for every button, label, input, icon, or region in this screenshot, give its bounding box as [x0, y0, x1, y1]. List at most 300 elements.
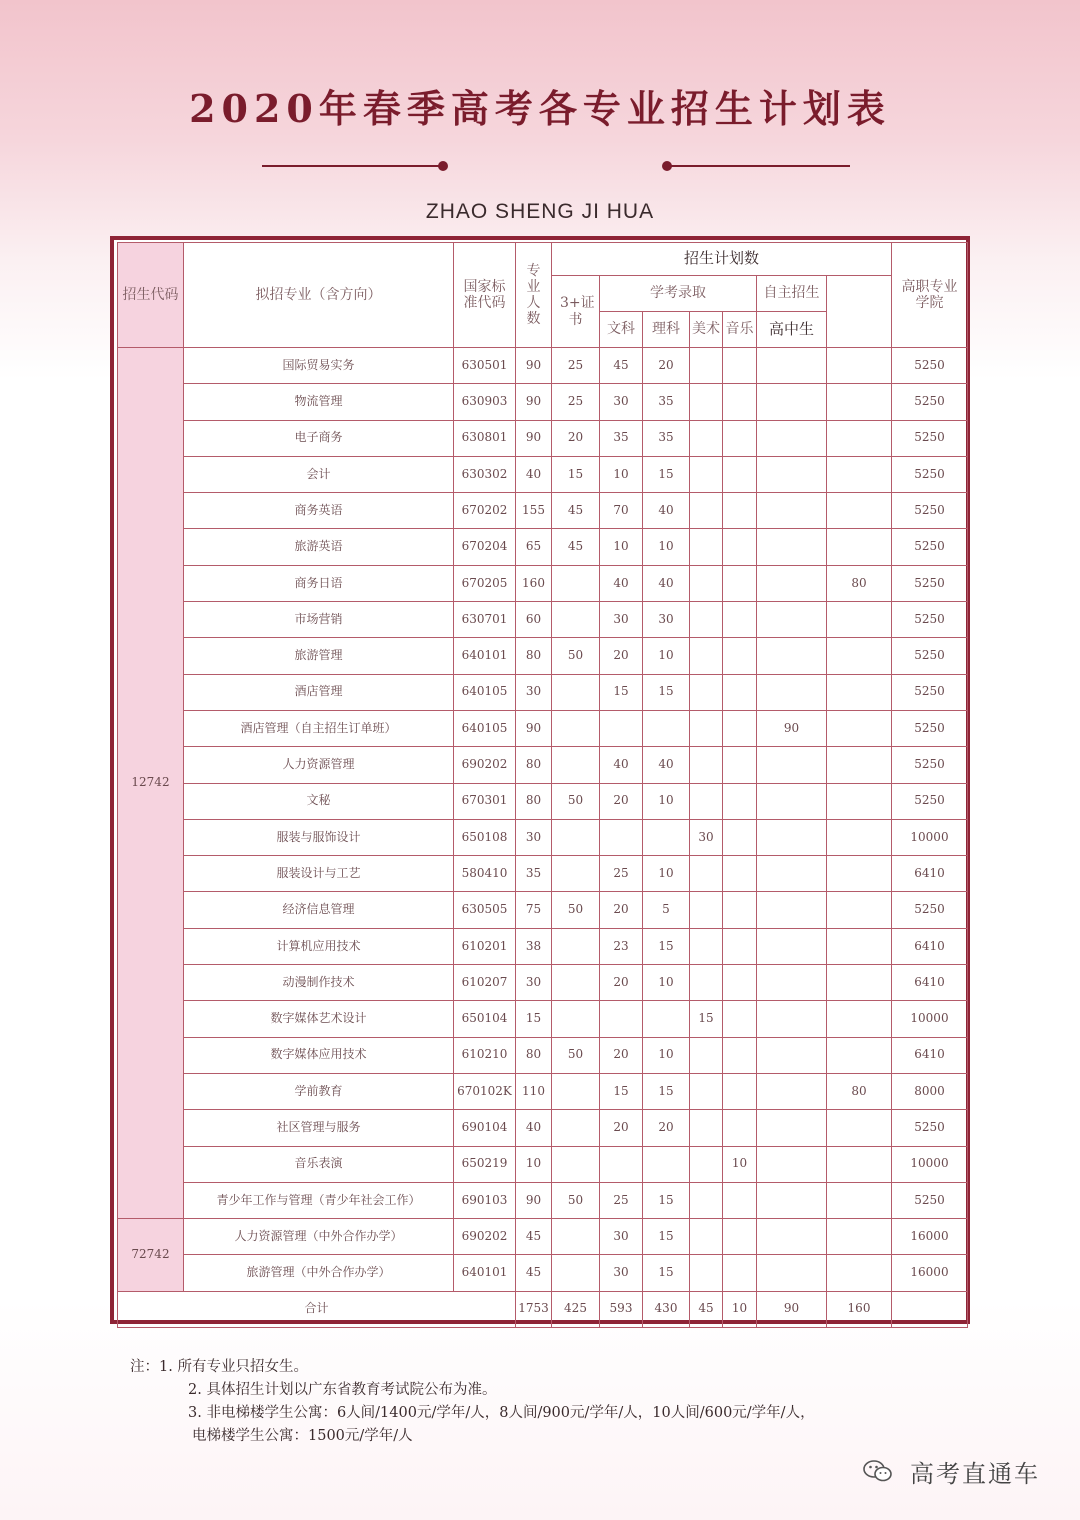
cell-total: 30 [516, 819, 552, 855]
cell-fee: 5250 [892, 783, 968, 819]
note-line: 注：1. 所有专业只招女生。 [130, 1359, 308, 1375]
cell-std: 640105 [454, 710, 516, 746]
cell-yin [723, 747, 757, 783]
cell-wen: 25 [600, 856, 643, 892]
cell-mei [690, 928, 723, 964]
cell-total: 30 [516, 965, 552, 1001]
cell-zizhu [757, 348, 827, 384]
cell-zizhu [757, 1110, 827, 1146]
cell-wen [600, 710, 643, 746]
cell-major: 酒店管理 [184, 674, 454, 710]
cell-std: 610210 [454, 1037, 516, 1073]
cell-yin [723, 783, 757, 819]
cell-yin [723, 892, 757, 928]
cell-yin [723, 348, 757, 384]
cell-cert [552, 710, 600, 746]
cell-fee: 6410 [892, 1037, 968, 1073]
total-label: 合计 [118, 1291, 516, 1327]
cell-mei [690, 1146, 723, 1182]
table-row [118, 1255, 968, 1291]
cell-fee: 10000 [892, 1146, 968, 1182]
cell-zizhu [757, 1037, 827, 1073]
cell-cert [552, 674, 600, 710]
cell-total: 80 [516, 638, 552, 674]
header-gaozhongsheng: 高中生 [757, 312, 827, 348]
cell-fee: 5250 [892, 493, 968, 529]
cell-total: 65 [516, 529, 552, 565]
table-row [118, 529, 968, 565]
cell-std: 690103 [454, 1182, 516, 1218]
cell-std: 630701 [454, 602, 516, 638]
cell-mei [690, 1110, 723, 1146]
cell-fee: 8000 [892, 1073, 968, 1109]
cell-zizhu [757, 928, 827, 964]
cell-mei [690, 1182, 723, 1218]
cell-major: 商务英语 [184, 493, 454, 529]
cell-fee: 5250 [892, 1182, 968, 1218]
cell-major: 物流管理 [184, 384, 454, 420]
cell-wen: 20 [600, 892, 643, 928]
cell-gaozhi [827, 965, 892, 1001]
cell-gaozhi [827, 819, 892, 855]
cell-li: 10 [643, 783, 690, 819]
cell-zizhu [757, 856, 827, 892]
table-row [118, 1037, 968, 1073]
cell-mei [690, 783, 723, 819]
cell-wen: 30 [600, 1219, 643, 1255]
cell-cert [552, 819, 600, 855]
cell-mei [690, 384, 723, 420]
cell-mei [690, 674, 723, 710]
cell-major: 音乐表演 [184, 1146, 454, 1182]
note-line: 2. 具体招生计划以广东省教育考试院公布为准。 [188, 1382, 497, 1398]
cell-zizhu [757, 819, 827, 855]
cell-yin [723, 1001, 757, 1037]
table-row [118, 928, 968, 964]
cell-major: 人力资源管理 [184, 747, 454, 783]
cell-zizhu: 90 [757, 710, 827, 746]
cell-zizhu [757, 674, 827, 710]
cell-fee: 10000 [892, 819, 968, 855]
header-major: 拟招专业（含方向） [184, 243, 454, 348]
cell-li: 20 [643, 1110, 690, 1146]
cell-cert: 50 [552, 892, 600, 928]
cell-fee: 5250 [892, 348, 968, 384]
cell-mei [690, 1037, 723, 1073]
cell-zizhu [757, 1146, 827, 1182]
cell-total: 45 [516, 1219, 552, 1255]
table-row [118, 747, 968, 783]
cell-std: 630302 [454, 456, 516, 492]
cell-mei [690, 747, 723, 783]
title-divider-right [662, 158, 852, 174]
cell-zizhu [757, 965, 827, 1001]
cell-fee: 5250 [892, 565, 968, 601]
cell-total: 80 [516, 783, 552, 819]
cell-li: 15 [643, 1219, 690, 1255]
cell-gaozhi [827, 1255, 892, 1291]
cell-zizhu [757, 565, 827, 601]
header-gaozhi: 高职专业学院 [892, 243, 968, 348]
cell-total: 110 [516, 1073, 552, 1109]
cell-gaozhi [827, 1110, 892, 1146]
cell-yin [723, 602, 757, 638]
cell-fee: 10000 [892, 1001, 968, 1037]
table-row [118, 493, 968, 529]
cell-total: 90 [516, 1182, 552, 1218]
cell-yin [723, 856, 757, 892]
cell-gaozhi: 80 [827, 1073, 892, 1109]
cell-cert: 15 [552, 456, 600, 492]
cell-gaozhi [827, 1001, 892, 1037]
table-row [118, 384, 968, 420]
cell-std: 670202 [454, 493, 516, 529]
cell-mei [690, 565, 723, 601]
table-row [118, 638, 968, 674]
title-divider-left [262, 158, 452, 174]
cell-wen: 35 [600, 420, 643, 456]
cell-gaozhi [827, 928, 892, 964]
cell-fee: 5250 [892, 674, 968, 710]
cell-std: 690202 [454, 1219, 516, 1255]
cell-li: 40 [643, 493, 690, 529]
cell-major: 社区管理与服务 [184, 1110, 454, 1146]
cell-gaozhi [827, 1037, 892, 1073]
cell-fee: 6410 [892, 928, 968, 964]
cell-zizhu [757, 384, 827, 420]
cell-major: 数字媒体艺术设计 [184, 1001, 454, 1037]
cell-gaozhi [827, 638, 892, 674]
table-row [118, 1146, 968, 1182]
cell-wen: 45 [600, 348, 643, 384]
cell-std: 650219 [454, 1146, 516, 1182]
cell-zizhu [757, 456, 827, 492]
cell-cert [552, 1110, 600, 1146]
cell-yin [723, 1255, 757, 1291]
cell-std: 640105 [454, 674, 516, 710]
cell-total: 10 [516, 1146, 552, 1182]
cell-cert: 50 [552, 783, 600, 819]
header-like: 理科 [643, 312, 690, 348]
cell-cert [552, 1001, 600, 1037]
cell-total: 15 [516, 1001, 552, 1037]
table-row [118, 1110, 968, 1146]
cell-std: 690202 [454, 747, 516, 783]
cell-total: 40 [516, 456, 552, 492]
cell-zizhu [757, 1073, 827, 1109]
cell-wen [600, 1001, 643, 1037]
cell-cert: 20 [552, 420, 600, 456]
cell-fee: 5250 [892, 747, 968, 783]
cell-mei [690, 710, 723, 746]
table-row [118, 1182, 968, 1218]
cell-total: 90 [516, 348, 552, 384]
cell-major: 服装与服饰设计 [184, 819, 454, 855]
cell-wen: 10 [600, 529, 643, 565]
table-row [118, 348, 968, 384]
cell-major: 经济信息管理 [184, 892, 454, 928]
total-fee [892, 1291, 968, 1327]
cell-std: 580410 [454, 856, 516, 892]
cell-major: 旅游管理（中外合作办学） [184, 1255, 454, 1291]
notes [130, 1356, 815, 1448]
cell-gaozhi: 80 [827, 565, 892, 601]
cell-fee: 16000 [892, 1219, 968, 1255]
cell-yin [723, 1219, 757, 1255]
watermark [862, 1452, 1062, 1492]
cell-std: 610201 [454, 928, 516, 964]
cell-li: 15 [643, 456, 690, 492]
cell-std: 630903 [454, 384, 516, 420]
cell-li: 10 [643, 1037, 690, 1073]
cell-yin [723, 710, 757, 746]
cell-li: 15 [643, 1255, 690, 1291]
cell-major: 动漫制作技术 [184, 965, 454, 1001]
cell-gaozhi [827, 493, 892, 529]
cell-gaozhi [827, 420, 892, 456]
cell-total: 30 [516, 674, 552, 710]
table-row [118, 565, 968, 601]
cell-fee: 5250 [892, 892, 968, 928]
total-mei: 45 [690, 1291, 723, 1327]
cell-cert [552, 1255, 600, 1291]
cell-std: 670102K [454, 1073, 516, 1109]
cell-li: 10 [643, 965, 690, 1001]
cell-fee: 6410 [892, 856, 968, 892]
table-row [118, 892, 968, 928]
cell-li: 10 [643, 529, 690, 565]
table-row [118, 420, 968, 456]
cell-std: 670204 [454, 529, 516, 565]
cell-std: 670205 [454, 565, 516, 601]
cell-total: 40 [516, 1110, 552, 1146]
cell-li: 15 [643, 674, 690, 710]
cell-li: 40 [643, 565, 690, 601]
cell-cert [552, 1219, 600, 1255]
table-row [118, 710, 968, 746]
cell-gaozhi [827, 1146, 892, 1182]
cell-fee: 5250 [892, 456, 968, 492]
cell-std: 630501 [454, 348, 516, 384]
cell-major: 市场营销 [184, 602, 454, 638]
cell-yin [723, 456, 757, 492]
cell-std: 630505 [454, 892, 516, 928]
cell-total: 90 [516, 420, 552, 456]
cell-std: 650108 [454, 819, 516, 855]
cell-wen: 15 [600, 674, 643, 710]
cell-yin [723, 529, 757, 565]
cell-mei [690, 856, 723, 892]
cell-yin [723, 674, 757, 710]
cell-std: 640101 [454, 638, 516, 674]
cell-major: 电子商务 [184, 420, 454, 456]
wechat-icon [862, 1458, 894, 1484]
cell-major: 青少年工作与管理（青少年社会工作） [184, 1182, 454, 1218]
cell-mei [690, 638, 723, 674]
cell-wen: 10 [600, 456, 643, 492]
cell-mei [690, 1219, 723, 1255]
cell-cert: 25 [552, 348, 600, 384]
cell-std: 640101 [454, 1255, 516, 1291]
cell-wen: 30 [600, 1255, 643, 1291]
cell-wen [600, 819, 643, 855]
cell-wen: 20 [600, 1037, 643, 1073]
cell-yin [723, 384, 757, 420]
cell-gaozhi [827, 856, 892, 892]
cell-zizhu [757, 892, 827, 928]
table-row [118, 1073, 968, 1109]
total-row [118, 1291, 968, 1327]
cell-li [643, 1001, 690, 1037]
cell-total: 90 [516, 384, 552, 420]
cell-zizhu [757, 529, 827, 565]
cell-zizhu [757, 602, 827, 638]
cell-std: 610207 [454, 965, 516, 1001]
cell-gaozhi [827, 602, 892, 638]
cell-wen: 30 [600, 602, 643, 638]
table-row [118, 602, 968, 638]
table-row [118, 456, 968, 492]
cell-yin: 10 [723, 1146, 757, 1182]
cell-yin [723, 1073, 757, 1109]
cell-major: 数字媒体应用技术 [184, 1037, 454, 1073]
table-row [118, 965, 968, 1001]
header-cert: 3+证书 [552, 276, 600, 348]
cell-li: 10 [643, 856, 690, 892]
cell-yin [723, 819, 757, 855]
cell-wen: 20 [600, 783, 643, 819]
cell-li: 15 [643, 1182, 690, 1218]
cell-cert: 25 [552, 384, 600, 420]
cell-wen [600, 1146, 643, 1182]
table-row [118, 856, 968, 892]
cell-wen: 70 [600, 493, 643, 529]
cell-cert: 50 [552, 1182, 600, 1218]
header-code: 招生代码 [118, 243, 184, 348]
cell-wen: 20 [600, 965, 643, 1001]
cell-wen: 40 [600, 565, 643, 601]
cell-cert: 45 [552, 493, 600, 529]
cell-total: 45 [516, 1255, 552, 1291]
cell-gaozhi [827, 710, 892, 746]
cell-std: 650104 [454, 1001, 516, 1037]
cell-gaozhi [827, 348, 892, 384]
cell-zizhu [757, 783, 827, 819]
enrollment-plan-table-frame [110, 236, 970, 1324]
cell-mei [690, 602, 723, 638]
cell-wen: 25 [600, 1182, 643, 1218]
cell-li: 15 [643, 928, 690, 964]
cell-major: 商务日语 [184, 565, 454, 601]
cell-yin [723, 1037, 757, 1073]
cell-cert [552, 928, 600, 964]
cell-mei [690, 965, 723, 1001]
cell-li: 5 [643, 892, 690, 928]
total-gaozhi: 160 [827, 1291, 892, 1327]
cell-mei [690, 1255, 723, 1291]
total-li: 430 [643, 1291, 690, 1327]
cell-zizhu [757, 1001, 827, 1037]
cell-mei [690, 348, 723, 384]
cell-gaozhi [827, 1219, 892, 1255]
cell-gaozhi [827, 783, 892, 819]
cell-mei [690, 1073, 723, 1109]
cell-gaozhi [827, 384, 892, 420]
cell-gaozhi [827, 747, 892, 783]
cell-total: 80 [516, 1037, 552, 1073]
cell-gaozhi [827, 1182, 892, 1218]
cell-zizhu [757, 1255, 827, 1291]
group-code: 72742 [118, 1219, 184, 1292]
cell-li: 20 [643, 348, 690, 384]
cell-std: 690104 [454, 1110, 516, 1146]
cell-cert: 50 [552, 1037, 600, 1073]
cell-total: 160 [516, 565, 552, 601]
cell-fee: 5250 [892, 1110, 968, 1146]
header-total: 专业人数 [516, 243, 552, 348]
cell-wen: 30 [600, 384, 643, 420]
cell-gaozhi [827, 456, 892, 492]
cell-zizhu [757, 420, 827, 456]
header-std-code: 国家标准代码 [454, 243, 516, 348]
cell-mei: 30 [690, 819, 723, 855]
cell-li: 10 [643, 638, 690, 674]
cell-li: 40 [643, 747, 690, 783]
cell-li: 30 [643, 602, 690, 638]
cell-mei [690, 493, 723, 529]
cell-major: 学前教育 [184, 1073, 454, 1109]
cell-yin [723, 565, 757, 601]
cell-cert [552, 1073, 600, 1109]
total-zizhu: 90 [757, 1291, 827, 1327]
cell-yin [723, 493, 757, 529]
cell-fee: 5250 [892, 529, 968, 565]
cell-zizhu [757, 747, 827, 783]
cell-fee: 6410 [892, 965, 968, 1001]
table-row [118, 819, 968, 855]
cell-li [643, 710, 690, 746]
total-total: 1753 [516, 1291, 552, 1327]
cell-total: 38 [516, 928, 552, 964]
table-row [118, 783, 968, 819]
cell-gaozhi [827, 892, 892, 928]
cell-zizhu [757, 1182, 827, 1218]
enrollment-plan-table [117, 242, 968, 1328]
cell-wen: 20 [600, 638, 643, 674]
cell-cert [552, 965, 600, 1001]
cell-major: 旅游管理 [184, 638, 454, 674]
cell-major: 服装设计与工艺 [184, 856, 454, 892]
cell-mei [690, 529, 723, 565]
cell-cert [552, 856, 600, 892]
cell-mei [690, 892, 723, 928]
cell-li [643, 1146, 690, 1182]
cell-yin [723, 1182, 757, 1218]
note-line: 电梯楼学生公寓：1500元/学年/人 [192, 1428, 413, 1444]
cell-gaozhi [827, 674, 892, 710]
cell-cert [552, 565, 600, 601]
cell-total: 35 [516, 856, 552, 892]
cell-fee: 5250 [892, 420, 968, 456]
header-zizhu: 自主招生 [757, 276, 827, 312]
cell-wen: 15 [600, 1073, 643, 1109]
cell-std: 630801 [454, 420, 516, 456]
table-row [118, 1219, 968, 1255]
cell-mei [690, 456, 723, 492]
total-cert: 425 [552, 1291, 600, 1327]
cell-total: 60 [516, 602, 552, 638]
cell-fee: 5250 [892, 638, 968, 674]
